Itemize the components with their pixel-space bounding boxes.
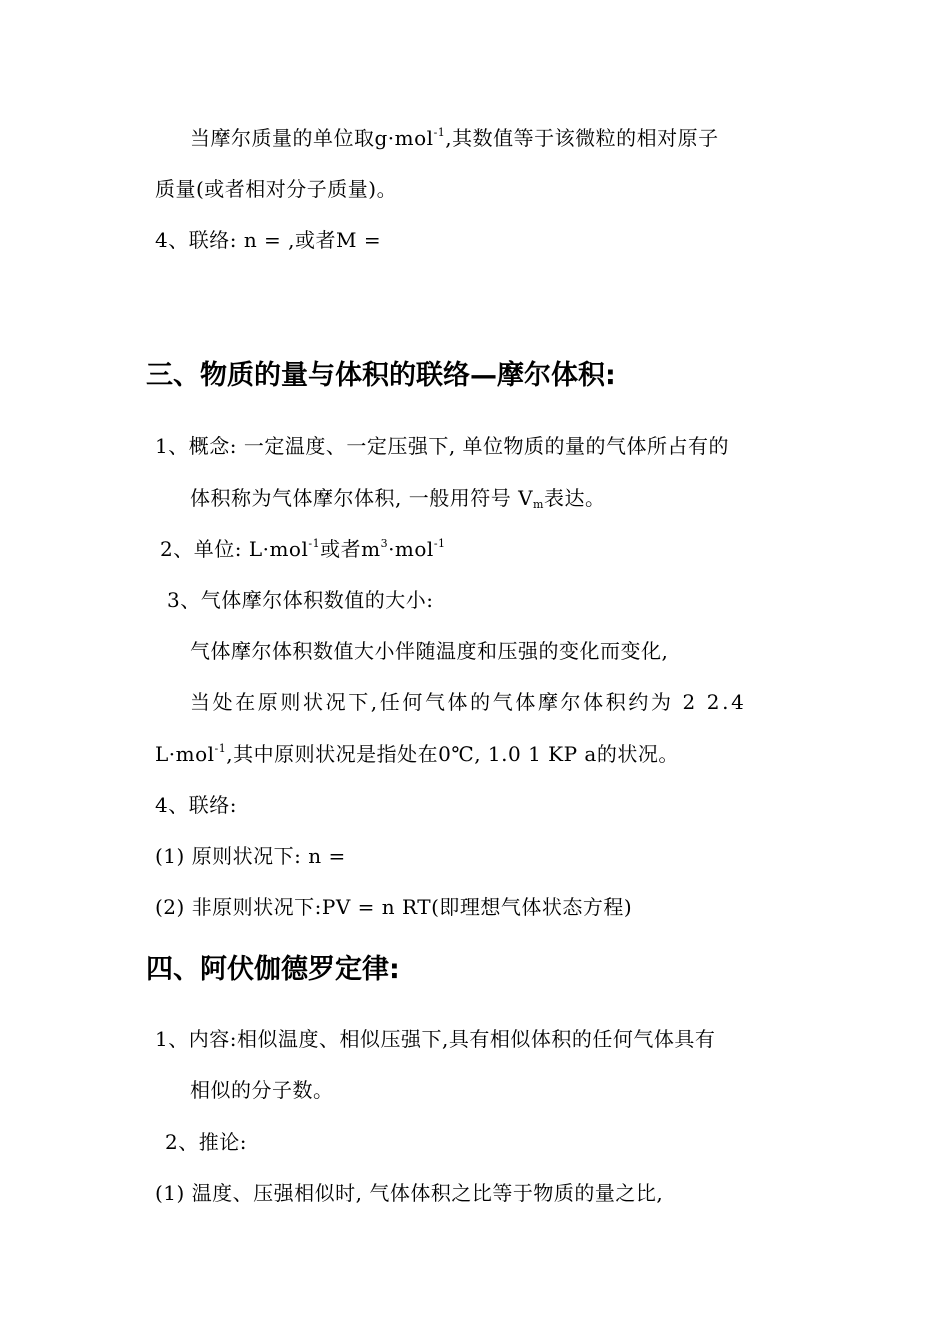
superscript: -1 [214,742,227,755]
molar-volume-value-line-2: 当处在原则状况下,任何气体的气体摩尔体积约为 2 2.4 [190,690,747,714]
inference-1: (1) 温度、压强相似时, 气体体积之比等于物质的量之比, [155,1181,664,1205]
relation-standard: (1) 原则状况下: n = [155,844,346,868]
superscript: -1 [308,537,321,550]
concept-line-1: 1、概念: 一定温度、一定压强下, 单位物质的量的气体所占有的 [155,434,730,458]
avogadro-content-line-1: 1、内容:相似温度、相似压强下,具有相似体积的任何气体具有 [155,1027,716,1051]
text: L·mol [155,742,215,766]
section-4-heading: 四、阿伏伽德罗定律: [146,954,400,985]
text: 当摩尔质量的单位取g·mol [190,126,434,150]
molar-volume-value-title: 3、气体摩尔体积数值的大小: [167,588,434,612]
superscript: -1 [433,537,446,550]
relation-item-4: 4、联络: n = ,或者M = [155,228,382,252]
text: 2、单位: L·mol [160,537,309,561]
paragraph-molar-mass-line-1 [190,125,719,151]
molar-volume-value-line-1: 气体摩尔体积数值大小伴随温度和压强的变化而变化, [190,639,669,663]
relation-nonstandard: (2) 非原则状况下:PV = n RT(即理想气体状态方程) [155,895,633,919]
text: 体积称为气体摩尔体积, 一般用符号 V [190,486,534,510]
text: ·mol [388,537,434,561]
avogadro-content-line-2: 相似的分子数。 [190,1078,334,1102]
concept-line-2 [190,485,605,511]
text: ,其中原则状况是指处在0℃, 1.0 1 KP a的状况。 [226,742,679,766]
text: ,其数值等于该微粒的相对原子 [445,126,719,150]
text: 或者m [320,537,381,561]
subscript: m [533,498,544,511]
text: 表达。 [543,486,606,510]
paragraph-molar-mass-line-2: 质量(或者相对分子质量)。 [155,177,398,201]
molar-volume-value-line-3 [155,741,679,767]
section-3-heading: 三、物质的量与体积的联络—摩尔体积: [146,360,616,391]
superscript: -1 [433,126,446,139]
unit-line [160,536,446,562]
inference-title: 2、推论: [165,1130,247,1154]
superscript: 3 [380,537,389,550]
relation-title: 4、联络: [155,793,237,817]
